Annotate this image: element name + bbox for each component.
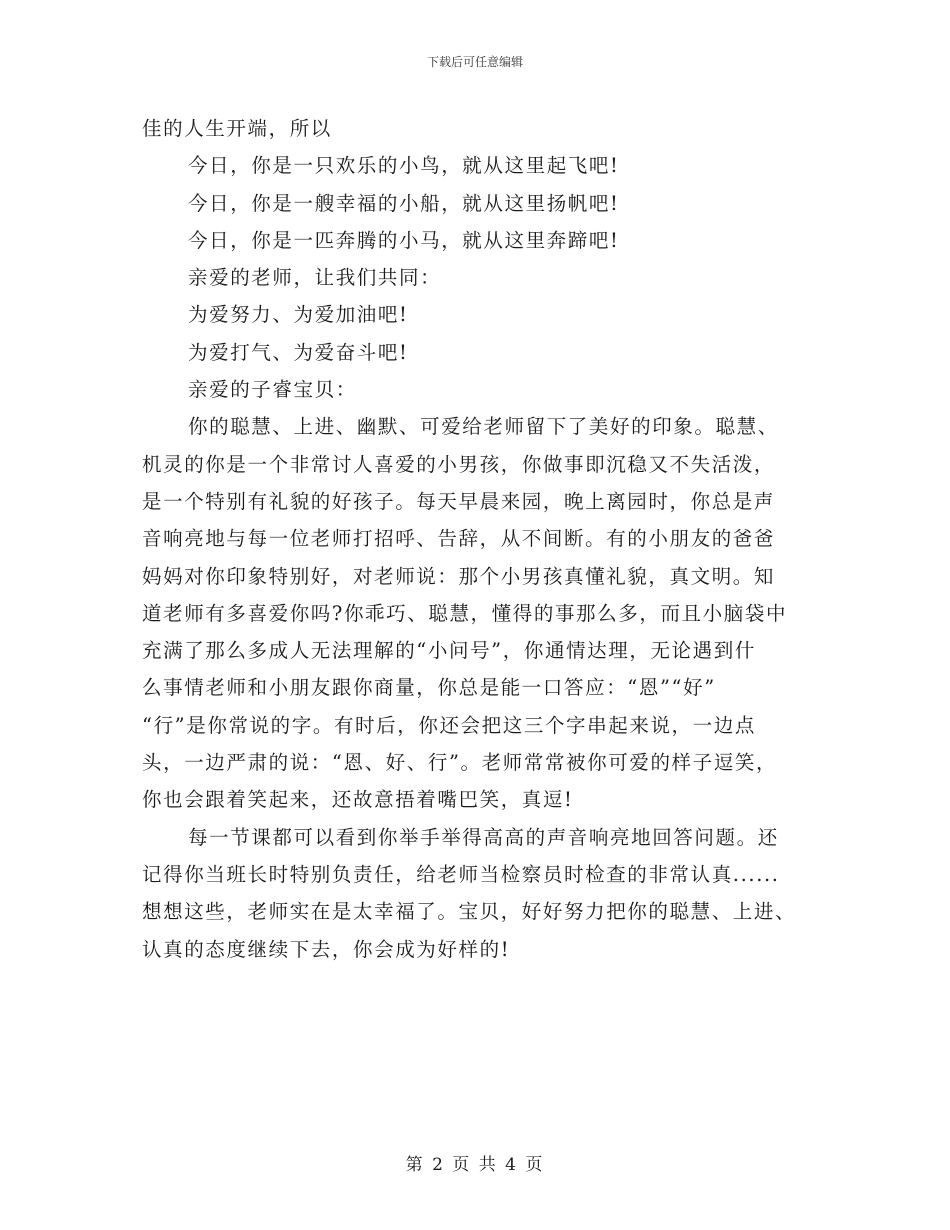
body-line: “行”是你常说的字。有时后，你还会把这三个字串起来说，一边点 xyxy=(142,713,756,737)
body-line: 佳的人生开端，所以 xyxy=(142,117,332,140)
body-line: 为爱打气、为爱奋斗吧! xyxy=(188,340,409,364)
body-line: 今日，你是一艘幸福的小船，就从这里扬帆吧! xyxy=(188,191,620,215)
body-line: 亲爱的老师，让我们共同： xyxy=(188,266,442,290)
page-header-note: 下载后可任意编辑 xyxy=(426,55,523,69)
body-line: 亲爱的子睿宝贝： xyxy=(188,378,357,402)
body-line: 想想这些，老师实在是太幸福了。宝贝，好好努力把你的聪慧、上进、 xyxy=(142,900,797,924)
body-line: 头，一边严肃的说：“恩、好、行”。老师常常被你可爱的样子逗笑， xyxy=(142,751,778,775)
body-line: 你也会跟着笑起来，还故意捂着嘴巴笑，真逗! xyxy=(142,788,574,812)
body-line: 音响亮地与每一位老师打招呼、告辞，从不间断。有的小朋友的爸爸 xyxy=(142,527,776,551)
body-line: 机灵的你是一个非常讨人喜爱的小男孩，你做事即沉稳又不失活泼， xyxy=(142,452,776,476)
body-line: 为爱努力、为爱加油吧! xyxy=(188,303,409,327)
body-line: 是一个特别有礼貌的好孩子。每天早晨来园，晚上离园时，你总是声 xyxy=(142,489,776,513)
body-line: 充满了那么多成人无法理解的“小问号”，你通情达理，无论遇到什 xyxy=(142,639,756,663)
body-line: 你的聪慧、上进、幽默、可爱给老师留下了美好的印象。聪慧、 xyxy=(188,415,779,439)
body-line: 认真的态度继续下去，你会成为好样的! xyxy=(142,937,511,961)
body-line: 每一节课都可以看到你举手举得高高的声音响亮地回答问题。还 xyxy=(188,825,779,849)
body-line: 今日，你是一只欢乐的小鸟，就从这里起飞吧! xyxy=(188,154,620,178)
page-number: 第 2 页 共 4 页 xyxy=(405,1155,545,1175)
body-line: 今日，你是一匹奔腾的小马，就从这里奔蹄吧! xyxy=(188,228,620,252)
body-line: 道老师有多喜爱你吗?你乖巧、聪慧，懂得的事那么多，而且小脑袋中 xyxy=(142,601,788,625)
body-line: 么事情老师和小朋友跟你商量，你总是能一口答应：“恩”“好” xyxy=(142,676,716,700)
body-line: 妈妈对你印象特别好，对老师说：那个小男孩真懂礼貌，真文明。知 xyxy=(142,564,776,588)
body-line: 记得你当班长时特别负责任，给老师当检察员时检查的非常认真...... xyxy=(142,862,780,886)
document-body xyxy=(142,110,812,968)
